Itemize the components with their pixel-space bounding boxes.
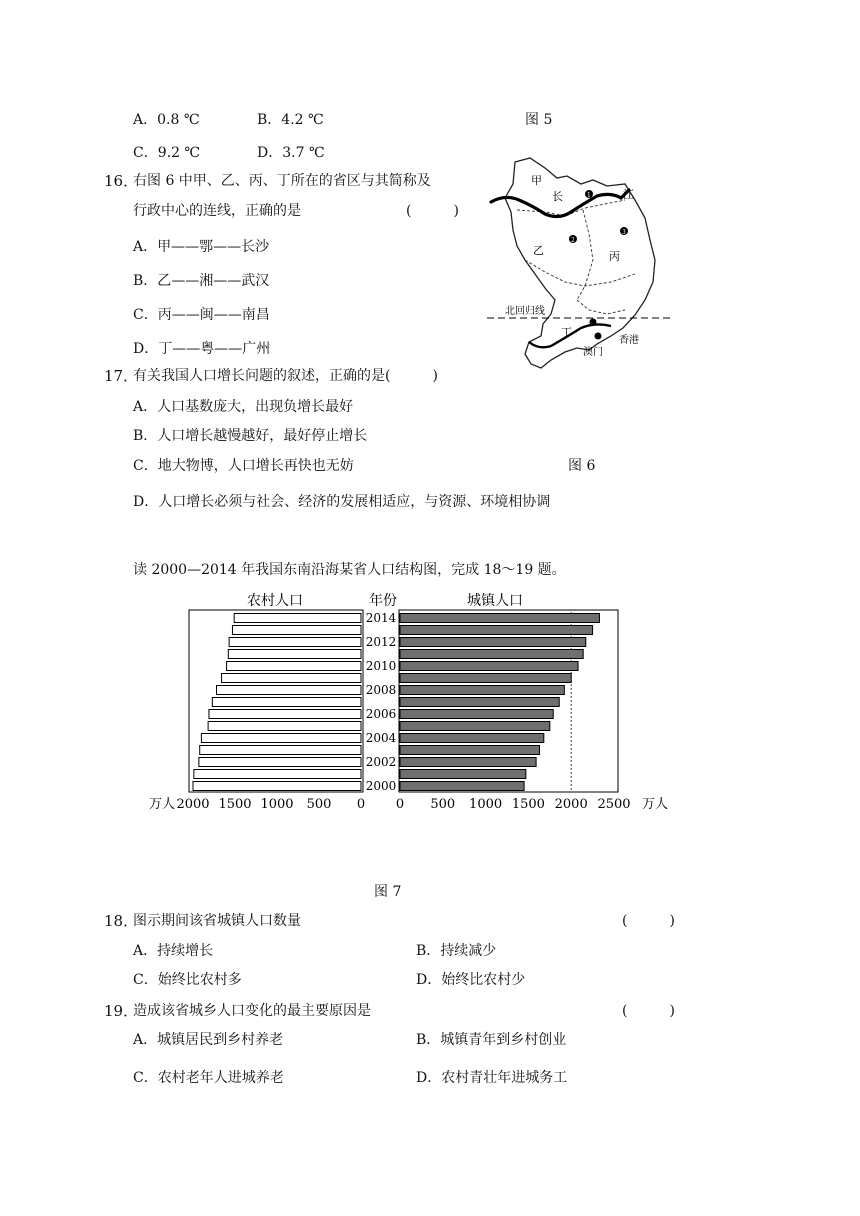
label-tropic: 北回归线 [505,306,545,317]
q15-option-c: C．9.2 ℃ [133,145,201,161]
q15-option-a: A．0.8 ℃ [133,112,200,128]
rural-bar-2009 [222,674,361,683]
urban-bar-2000 [400,782,524,791]
q17-option-c: C．地大物博，人口增长再快也无妨 [133,458,354,474]
label-jiang: 江 [623,188,634,201]
rural-bar-2011 [228,650,361,659]
q17-option-d: D．人口增长必须与社会、经济的发展相适应，与资源、环境相协调 [133,494,551,510]
q16-number: 16． [104,172,139,190]
q18-option-a: A．持续增长 [133,943,214,959]
year-label-2010: 2010 [365,659,397,673]
q19-option-b: B．城镇青年到乡村创业 [416,1032,567,1048]
label-bing: 丙 [609,250,620,263]
urban-bar-2014 [400,614,599,623]
q16-option-b: B．乙——湘——武汉 [133,273,270,289]
q16-answer-paren: ( ) [406,203,459,219]
marker-3-label: 3 [622,229,626,236]
year-label-2012: 2012 [365,635,397,649]
q16-option-c: C．丙——闽——南昌 [133,307,270,323]
q16-stem-line1: 右图 6 中甲、乙、丙、丁所在的省区与其简称及 [133,173,431,189]
q17-option-a: A．人口基数庞大，出现负增长最好 [133,399,354,415]
marker-macau [595,333,602,340]
figure-5-caption: 图 5 [525,112,553,128]
rural-bar-2006 [209,710,361,719]
rural-bar-2010 [227,662,361,671]
rural-bar-2002 [199,758,361,767]
year-label-2008: 2008 [365,683,397,697]
label-chang: 长 [552,190,563,203]
q18-number: 18． [104,912,139,930]
urban-bar-2012 [400,638,586,647]
q15-option-d: D．3.7 ℃ [257,145,325,161]
q16-option-d: D．丁——粤——广州 [133,341,271,357]
right-tick-1500: 1500 [511,797,545,812]
rural-bar-2008 [217,686,361,695]
q19-stem: 造成该省城乡人口变化的最主要原因是 [133,1003,371,1019]
q18-stem: 图示期间该省城镇人口数量 [133,913,301,929]
province-map [485,150,675,375]
figure-7-caption: 图 7 [374,884,402,900]
urban-bar-2009 [400,674,571,683]
left-tick-500: 500 [306,797,332,812]
label-hongkong: 香港 [619,335,639,346]
figure-6-caption: 图 6 [568,458,596,474]
q17-number: 17． [104,367,139,385]
year-label-2006: 2006 [365,707,397,721]
q19-number: 19． [104,1002,139,1020]
urban-bar-2013 [400,626,593,635]
year-label-2000: 2000 [365,779,397,793]
year-label-2014: 2014 [365,611,397,625]
rural-bar-2001 [194,770,361,779]
section-intro: 读 2000—2014 年我国东南沿海某省人口结构图，完成 18～19 题。 [133,562,566,578]
header-year: 年份 [369,593,397,609]
rural-bar-2012 [229,638,361,647]
rural-bar-2013 [232,626,361,635]
q17-stem: 有关我国人口增长问题的叙述，正确的是( ) [133,368,438,384]
q19-option-d: D．农村青壮年进城务工 [416,1070,568,1086]
rural-bar-2007 [212,698,361,707]
urban-bar-2005 [400,722,550,731]
label-jia: 甲 [531,174,542,187]
q18-option-d: D．始终比农村少 [416,972,526,988]
urban-bar-2008 [400,686,564,695]
marker-hongkong [590,319,597,326]
urban-bar-2006 [400,710,553,719]
header-rural: 农村人口 [247,593,303,609]
q19-option-a: A．城镇居民到乡村养老 [133,1032,284,1048]
urban-bar-2007 [400,698,559,707]
urban-bar-2001 [400,770,526,779]
year-label-2004: 2004 [365,731,397,745]
urban-bar-2011 [400,650,583,659]
label-macau: 澳门 [583,347,603,358]
urban-bar-2004 [400,734,544,743]
left-unit-label: 万人 [148,797,176,812]
label-yi: 乙 [533,244,544,257]
population-structure-chart [140,588,680,813]
right-tick-1000: 1000 [469,797,503,812]
rural-bar-2003 [200,746,361,755]
label-ding: 丁 [561,326,572,339]
q15-option-b: B．4.2 ℃ [257,112,324,128]
year-label-2002: 2002 [365,755,397,769]
marker-2-label: 2 [571,237,575,244]
right-tick-2000: 2000 [554,797,588,812]
q17-option-b: B．人口增长越慢越好，最好停止增长 [133,428,368,444]
right-tick-0: 0 [395,797,405,812]
urban-bar-2002 [400,758,536,767]
q18-answer-paren: ( ) [622,913,675,929]
left-tick-0: 0 [356,797,366,812]
left-tick-1000: 1000 [260,797,294,812]
q19-option-c: C．农村老年人进城养老 [133,1070,284,1086]
q16-stem-line2: 行政中心的连线，正确的是 [133,203,301,219]
urban-bar-2003 [400,746,540,755]
q19-answer-paren: ( ) [622,1003,675,1019]
header-urban: 城镇人口 [467,593,523,609]
q18-option-c: C．始终比农村多 [133,972,242,988]
q16-option-a: A．甲——鄂——长沙 [133,239,270,255]
right-tick-500: 500 [430,797,456,812]
left-tick-1500: 1500 [218,797,252,812]
rural-bar-2004 [201,734,361,743]
right-unit-label: 万人 [641,797,669,812]
rural-bar-2014 [234,614,361,623]
marker-1-label: 1 [587,192,591,199]
urban-bar-2010 [400,662,578,671]
left-tick-2000: 2000 [176,797,210,812]
rural-bar-2005 [208,722,361,731]
rural-bar-2000 [193,782,361,791]
right-tick-2500: 2500 [597,797,631,812]
q18-option-b: B．持续减少 [416,943,497,959]
